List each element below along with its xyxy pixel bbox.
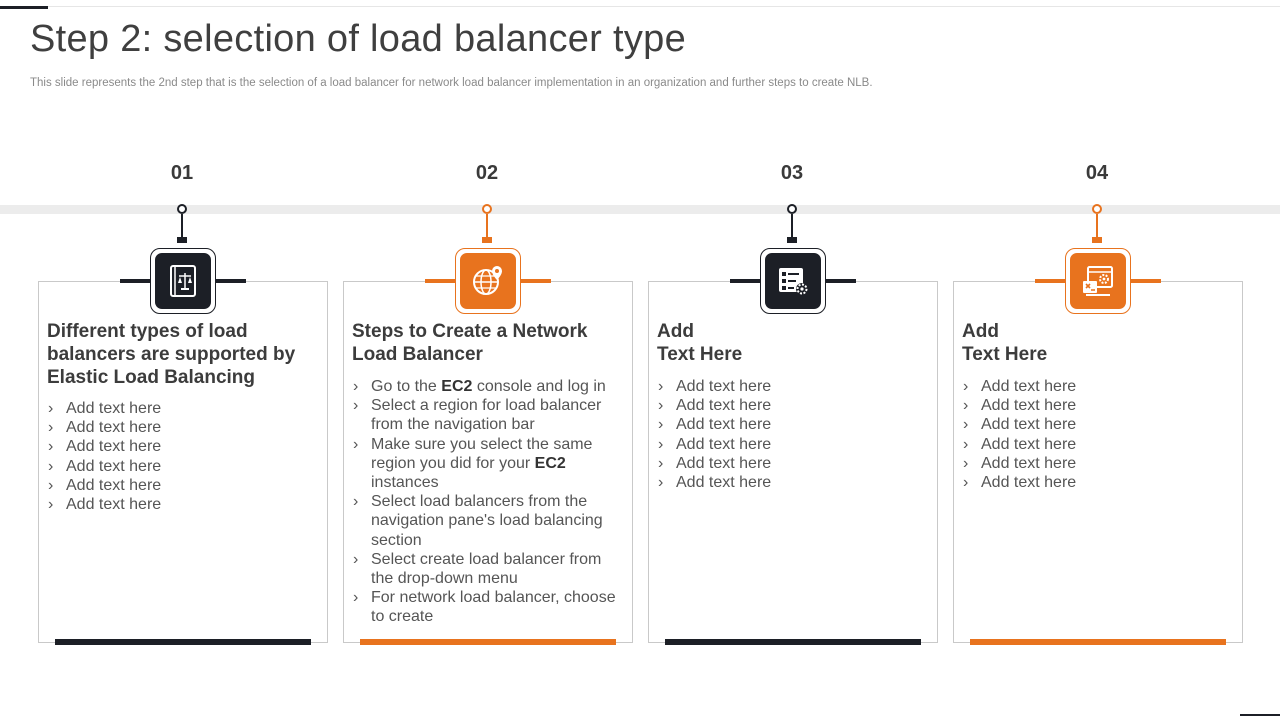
list-item: › Add text here <box>962 396 1242 415</box>
list-item: › Add text here <box>47 476 327 495</box>
card-title-02: Steps to Create a Network Load Balancer <box>352 321 588 365</box>
list-item: › Select create load balancer from the drop-down menu <box>352 550 624 588</box>
list-item: › Make sure you select the same region you did for your EC2 instances <box>352 435 624 493</box>
step-pin-03 <box>787 204 797 248</box>
step-pin-01 <box>177 204 187 248</box>
list-item: › Add text here <box>47 437 327 456</box>
list-item: › Add text here <box>657 435 937 454</box>
card-list-02 <box>352 377 624 627</box>
icon-box-01 <box>150 248 216 314</box>
card-title-04: Add Text Here <box>962 321 1048 365</box>
step-card-02 <box>343 281 633 643</box>
checklist-gear-icon <box>776 264 810 298</box>
list-item: › Add text here <box>47 457 327 476</box>
top-accent-bar <box>0 6 48 9</box>
slide-title: Step 2: selection of load balancer type <box>30 18 687 60</box>
list-item: › Add text here <box>47 399 327 418</box>
top-rule <box>0 6 1280 7</box>
card-bottom-bar-04 <box>970 639 1226 645</box>
law-book-scales-icon <box>168 264 198 298</box>
step-card-04 <box>953 281 1243 643</box>
step-number-01: 01 <box>170 162 194 184</box>
card-title-01: Different types of load balancers are supported by Elastic Load Balancing <box>47 321 296 388</box>
slide-subtitle: This slide represents the 2nd step that is the selection of a load balancer for network load balancer implementation in an organization and further steps to create NLB. <box>30 77 873 89</box>
card-bottom-bar-03 <box>665 639 921 645</box>
list-item: › Add text here <box>657 454 937 473</box>
globe-location-icon <box>470 263 506 299</box>
browser-settings-icon <box>1080 264 1116 298</box>
card-list-01 <box>47 399 327 514</box>
step-pin-04 <box>1092 204 1102 248</box>
list-item: › Select a region for load balancer from the navigation bar <box>352 396 624 434</box>
step-pin-02 <box>482 204 492 248</box>
icon-box-02 <box>455 248 521 314</box>
list-item: › Add text here <box>657 473 937 492</box>
card-list-04 <box>962 377 1242 492</box>
timeline-band <box>0 205 1280 214</box>
step-card-01 <box>38 281 328 643</box>
bottom-accent-bar <box>1240 714 1280 716</box>
icon-box-03 <box>760 248 826 314</box>
card-bottom-bar-01 <box>55 639 311 645</box>
list-item: › Select load balancers from the navigation pane's load balancing section <box>352 492 624 550</box>
list-item: › Add text here <box>962 415 1242 434</box>
list-item: › Add text here <box>962 435 1242 454</box>
list-item: › Add text here <box>47 418 327 437</box>
list-item: › Add text here <box>962 473 1242 492</box>
step-number-02: 02 <box>475 162 499 184</box>
card-title-03: Add Text Here <box>657 321 743 365</box>
list-item: › For network load balancer, choose to create <box>352 588 624 626</box>
list-item: › Go to the EC2 console and log in <box>352 377 624 396</box>
list-item: › Add text here <box>657 415 937 434</box>
card-bottom-bar-02 <box>360 639 616 645</box>
icon-box-04 <box>1065 248 1131 314</box>
card-list-03 <box>657 377 937 492</box>
step-number-04: 04 <box>1085 162 1109 184</box>
list-item: › Add text here <box>962 454 1242 473</box>
list-item: › Add text here <box>962 377 1242 396</box>
step-number-03: 03 <box>780 162 804 184</box>
step-card-03 <box>648 281 938 643</box>
list-item: › Add text here <box>47 495 327 514</box>
list-item: › Add text here <box>657 396 937 415</box>
list-item: › Add text here <box>657 377 937 396</box>
